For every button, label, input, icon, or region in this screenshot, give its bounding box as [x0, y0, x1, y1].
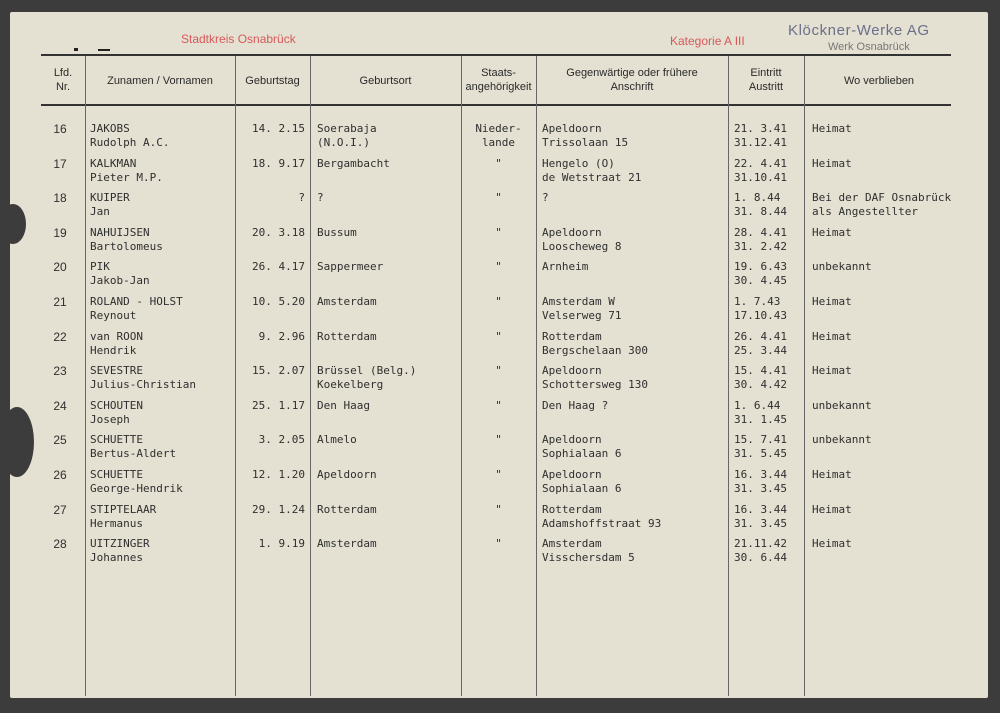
exit-date: 30. 4.45: [734, 274, 787, 288]
entry-date: 15. 4.41: [734, 364, 787, 378]
address-line2: Looscheweg 8: [542, 239, 622, 253]
header-birthplace: Geburtsort: [359, 75, 412, 87]
document-page: [10, 12, 988, 698]
header-address-line2: Anschrift: [610, 81, 654, 93]
nationality: ": [495, 156, 502, 170]
birth-date: 12. 1.20: [252, 468, 305, 481]
surname: SCHOUTEN: [90, 398, 143, 412]
birth-date: 3. 2.05: [258, 433, 305, 447]
whereabouts: Heimat: [812, 225, 852, 239]
nationality: ": [495, 537, 502, 551]
address-line1: Apeldoorn: [542, 364, 602, 378]
birth-date: 14. 2.15: [252, 122, 305, 135]
ink-mark: [74, 48, 78, 51]
row-number: 23: [53, 364, 67, 379]
birth-date: 9. 2.96: [258, 329, 305, 343]
whereabouts: Heimat: [812, 502, 852, 516]
row-number: 18: [53, 191, 67, 206]
address-line2: Sophialaan 6: [542, 447, 622, 461]
address-line2: Velserweg 71: [542, 309, 622, 322]
nationality: Nieder-: [475, 122, 522, 135]
address-line2: Bergschelaan 300: [542, 343, 648, 357]
surname: STIPTELAAR: [90, 502, 157, 516]
entry-date: 21.11.42: [734, 537, 787, 551]
address-line2: Trissolaan 15: [542, 136, 629, 149]
header-nr: [41, 66, 85, 94]
row-number: 25: [53, 433, 67, 448]
row-number: 28: [53, 537, 67, 552]
header-name: Zunamen / Vornamen: [107, 75, 213, 87]
header-birthdate: Geburtstag: [245, 75, 300, 87]
address-line1: Arnheim: [542, 260, 589, 274]
birth-date: 1. 9.19: [258, 537, 305, 551]
given-names: Joseph: [90, 412, 130, 426]
column-divider: [804, 56, 805, 696]
birth-place: Rotterdam: [317, 502, 377, 516]
entry-date: 16. 3.44: [734, 502, 787, 516]
surname: SEVESTRE: [90, 364, 143, 378]
address-line1: Rotterdam: [542, 502, 602, 516]
exit-date: 31. 3.45: [734, 482, 787, 495]
birth-place: Almelo: [317, 433, 357, 447]
nationality: ": [495, 433, 502, 447]
whereabouts: Heimat: [812, 537, 852, 551]
whereabouts: unbekannt: [812, 433, 872, 447]
row-number: 19: [53, 225, 67, 240]
birth-place: ?: [317, 191, 324, 205]
entry-date: 28. 4.41: [734, 225, 787, 239]
address-line1: Amsterdam W: [542, 295, 615, 308]
whereabouts: unbekannt: [812, 260, 872, 274]
birth-date: 20. 3.18: [252, 225, 305, 239]
address-line2: Sophialaan 6: [542, 482, 622, 495]
whereabouts: Heimat: [812, 329, 852, 343]
header-nr-line1: Lfd.: [53, 67, 73, 79]
surname: NAHUIJSEN: [90, 225, 150, 239]
column-divider: [461, 56, 462, 696]
row-number: 27: [53, 502, 67, 517]
surname: KALKMAN: [90, 156, 137, 170]
whereabouts-line2: als Angestellter: [812, 205, 918, 219]
exit-date: 31. 8.44: [734, 205, 787, 219]
given-names: Bertus-Aldert: [90, 447, 177, 461]
header-nationality: [461, 66, 536, 94]
surname: SCHUETTE: [90, 433, 143, 447]
exit-date: 31.10.41: [734, 170, 787, 184]
header-entry-exit: [728, 66, 804, 94]
row-number: 22: [53, 329, 67, 344]
whereabouts: Bei der DAF Osnabrück: [812, 191, 952, 205]
header-nationality-line2: angehörigkeit: [465, 81, 532, 93]
surname: SCHUETTE: [90, 468, 143, 481]
row-number: 17: [53, 156, 67, 171]
surname: PIK: [90, 260, 110, 274]
given-names: Pieter M.P.: [90, 170, 163, 184]
birth-place: Bussum: [317, 225, 357, 239]
whereabouts: Heimat: [812, 122, 852, 135]
address-line1: Apeldoorn: [542, 225, 602, 239]
entry-date: 15. 7.41: [734, 433, 787, 447]
entry-date: 21. 3.41: [734, 122, 787, 135]
address-line1: Rotterdam: [542, 329, 602, 343]
address-line1: ?: [542, 191, 549, 205]
header-address-line1: Gegenwärtige oder frühere: [566, 67, 698, 79]
nationality: ": [495, 191, 502, 205]
whereabouts: Heimat: [812, 295, 852, 308]
exit-date: 17.10.43: [734, 309, 787, 322]
entry-date: 22. 4.41: [734, 156, 787, 170]
birth-date: 29. 1.24: [252, 502, 305, 516]
whereabouts: Heimat: [812, 364, 852, 378]
birth-place: Sappermeer: [317, 260, 384, 274]
nationality: ": [495, 468, 502, 481]
nationality: ": [495, 225, 502, 239]
given-names: Hermanus: [90, 516, 143, 530]
row-number: 21: [53, 295, 67, 309]
exit-date: 31. 5.45: [734, 447, 787, 461]
entry-date: 16. 3.44: [734, 468, 787, 481]
surname: JAKOBS: [90, 122, 130, 135]
address-line2: Adamshoffstraat 93: [542, 516, 662, 530]
birth-date: 10. 5.20: [252, 295, 305, 308]
header-entry-line: Eintritt: [750, 67, 782, 79]
surname: van ROON: [90, 329, 143, 343]
birth-place-line2: Koekelberg: [317, 378, 384, 392]
address-line2: de Wetstraat 21: [542, 170, 642, 184]
whereabouts: unbekannt: [812, 398, 872, 412]
header-address: [536, 66, 728, 94]
district-header: Stadtkreis Osnabrück: [181, 32, 296, 46]
row-number: 24: [53, 398, 67, 413]
paper-tear: [10, 204, 26, 244]
address-line1: Den Haag ?: [542, 398, 609, 412]
nationality: ": [495, 364, 502, 378]
birth-date: 15. 2.07: [252, 364, 305, 378]
address-line2: Visschersdam 5: [542, 551, 635, 565]
address-line1: Apeldoorn: [542, 433, 602, 447]
row-number: 16: [53, 122, 67, 136]
birth-date: ?: [298, 191, 305, 205]
address-line2: Schottersweg 130: [542, 378, 648, 392]
exit-date: 31. 1.45: [734, 412, 787, 426]
table-header-rule: [41, 104, 951, 106]
given-names: Rudolph A.C.: [90, 136, 170, 149]
header-exit-line: Austritt: [748, 81, 784, 93]
birth-date: 25. 1.17: [252, 398, 305, 412]
given-names: Jakob-Jan: [90, 274, 150, 288]
column-divider: [536, 56, 537, 696]
nationality: ": [495, 295, 502, 308]
birth-place: Amsterdam: [317, 537, 377, 551]
address-line1: Amsterdam: [542, 537, 602, 551]
given-names: Johannes: [90, 551, 143, 565]
column-divider: [235, 56, 236, 696]
birth-place: Rotterdam: [317, 329, 377, 343]
entry-date: 1. 6.44: [734, 398, 781, 412]
entry-date: 1. 8.44: [734, 191, 781, 205]
birth-place: Bergambacht: [317, 156, 390, 170]
surname: ROLAND - HOLST: [90, 295, 183, 308]
nationality-line2: lande: [481, 136, 516, 149]
birth-place: Apeldoorn: [317, 468, 377, 481]
entry-date: 1. 7.43: [734, 295, 781, 308]
address-line1: Hengelo (O): [542, 156, 615, 170]
entry-date: 26. 4.41: [734, 329, 787, 343]
entry-date: 19. 6.43: [734, 260, 787, 274]
paper-tear: [10, 407, 34, 477]
row-number: 26: [53, 468, 67, 482]
address-line1: Apeldoorn: [542, 122, 602, 135]
nationality: ": [495, 260, 502, 274]
column-divider: [728, 56, 729, 696]
table-top-rule: [41, 54, 951, 56]
company-stamp: [778, 16, 978, 56]
birth-date: 26. 4.17: [252, 260, 305, 274]
given-names: Hendrik: [90, 343, 137, 357]
birth-place: Amsterdam: [317, 295, 377, 308]
whereabouts: Heimat: [812, 468, 852, 481]
row-number: 20: [53, 260, 67, 275]
stamp-company-name: Klöckner-Werke AG: [788, 22, 930, 39]
whereabouts: Heimat: [812, 156, 852, 170]
stamp-plant-name: Werk Osnabrück: [828, 41, 910, 53]
column-divider: [85, 56, 86, 696]
exit-date: 31. 3.45: [734, 516, 787, 530]
exit-date: 25. 3.44: [734, 343, 787, 357]
exit-date: 31.12.41: [734, 136, 787, 149]
birth-place: Brüssel (Belg.): [317, 364, 417, 378]
nationality: ": [495, 502, 502, 516]
nationality: ": [495, 329, 502, 343]
birth-date: 18. 9.17: [252, 156, 305, 170]
ink-mark: [98, 49, 110, 51]
header-nationality-line1: Staats-: [481, 67, 516, 79]
given-names: George-Hendrik: [90, 482, 183, 495]
given-names: Jan: [90, 205, 110, 219]
header-whereabouts: Wo verblieben: [843, 75, 915, 87]
given-names: Julius-Christian: [90, 378, 196, 392]
surname: KUIPER: [90, 191, 130, 205]
category-header: Kategorie A III: [670, 34, 745, 48]
exit-date: 30. 4.42: [734, 378, 787, 392]
exit-date: 31. 2.42: [734, 239, 787, 253]
surname: UITZINGER: [90, 537, 150, 551]
birth-place-line2: (N.O.I.): [317, 136, 370, 149]
nationality: ": [495, 398, 502, 412]
birth-place: Soerabaja: [317, 122, 377, 135]
header-nr-line2: Nr.: [55, 81, 71, 93]
column-divider: [310, 56, 311, 696]
given-names: Bartolomeus: [90, 239, 163, 253]
given-names: Reynout: [90, 309, 137, 322]
address-line1: Apeldoorn: [542, 468, 602, 481]
exit-date: 30. 6.44: [734, 551, 787, 565]
birth-place: Den Haag: [317, 398, 370, 412]
